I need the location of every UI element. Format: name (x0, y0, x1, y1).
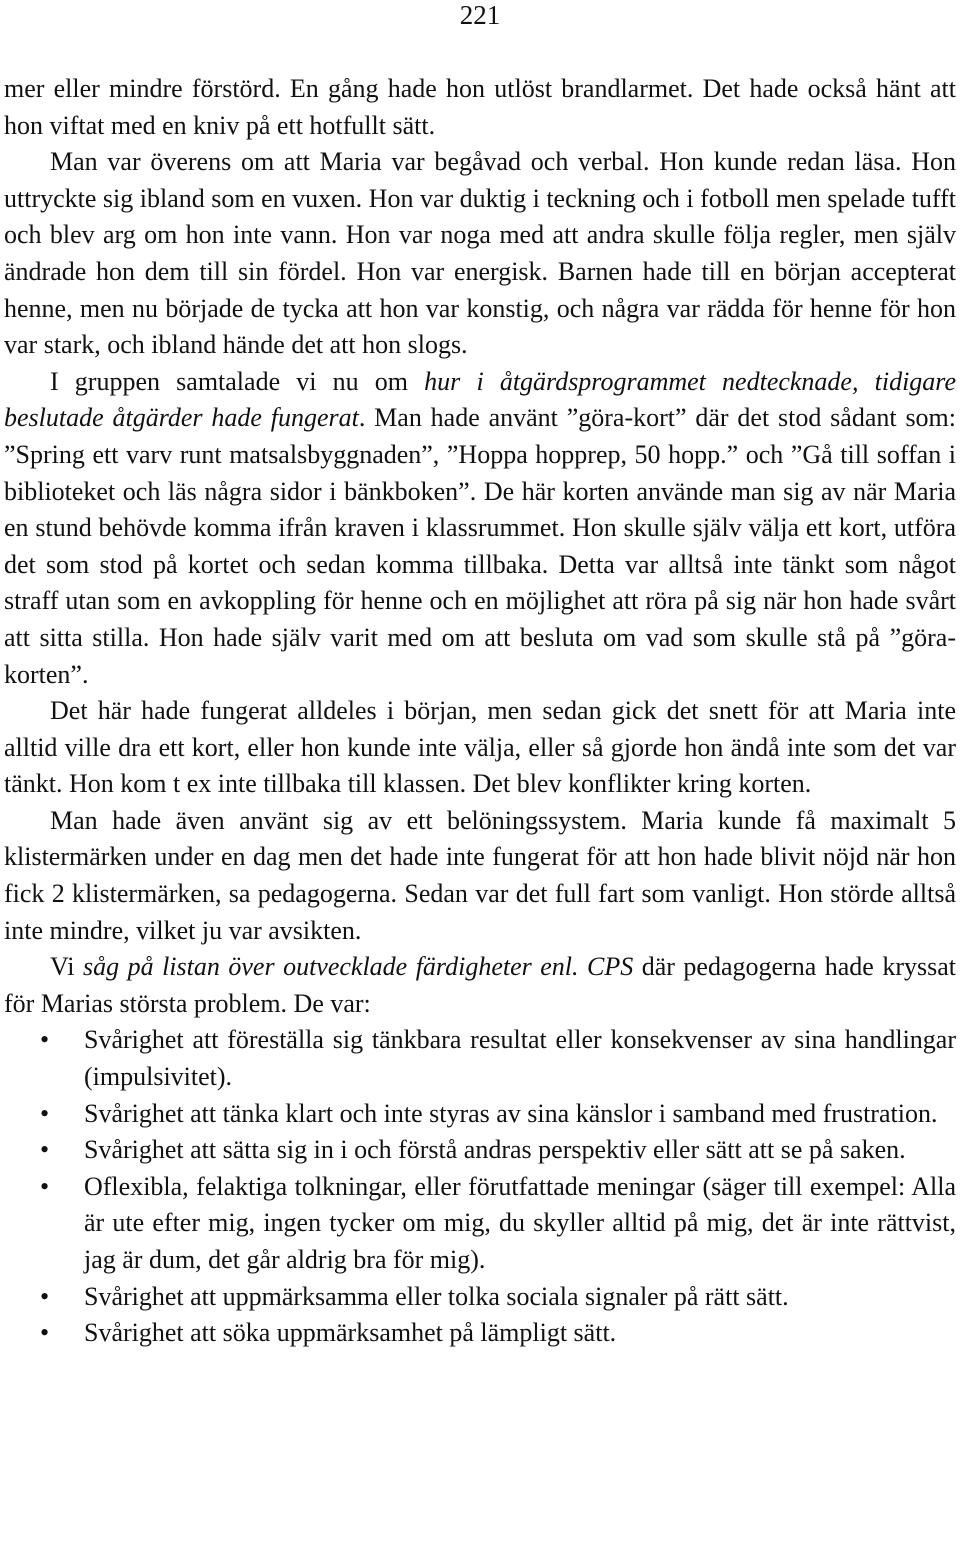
list-item-text: Svårighet att söka uppmärksamhet på lämpligt sätt. (84, 1318, 617, 1348)
paragraph-6-italic: såg på listan över outvecklade färdigheter enl. CPS (82, 952, 634, 982)
bullet-icon: • (40, 1281, 50, 1311)
bullet-icon: • (40, 1318, 50, 1348)
list-item-text: Svårighet att sätta sig in i och förstå andras perspektiv eller sätt att se på saken. (84, 1135, 906, 1165)
paragraph-6 (4, 949, 956, 1022)
list-item-text: Svårighet att uppmärksamma eller tolka sociala signaler på rätt sätt. (84, 1281, 789, 1311)
bullet-icon: • (40, 1098, 50, 1128)
list-item-text: Svårighet att föreställa sig tänkbara resultat eller konsekvenser av sina handlingar (impulsivitet). (84, 1025, 956, 1092)
paragraph-3-rest: . Man hade använt ”göra-kort” där det stod sådant som: ”Spring ett varv runt matsalsbyggnaden”, ”Hoppa hopprep, 50 hopp.” och ”Gå till soffan i biblioteket och läs några sidor i bänkboken”. De här korten använde man sig av när Maria en stund behövde komma ifrån kraven i klassrummet. Hon skulle själv välja ett kort, utföra det som stod på kortet och sedan komma tillbaka. Detta var alltså inte tänkt som något straff utan som en avkoppling för henne och en möjlighet att röra på sig när hon hade svårt att sitta stilla. Hon hade själv varit med om att besluta om vad som skulle stå på ”göra-korten”. (4, 403, 957, 689)
paragraph-6-lead: Vi (50, 952, 83, 982)
list-item (4, 1169, 956, 1279)
paragraph-2: Man var överens om att Maria var begåvad och verbal. Hon kunde redan läsa. Hon uttryckte sig ibland som en vuxen. Hon var duktig i teckning och i fotboll men spelade tufft och blev arg om hon inte vann. Hon var noga med att andra skulle följa regler, men själv ändrade hon dem till sin fördel. Hon var energisk. Barnen hade till en början accepterat henne, men nu började de tycka att hon var konstig, och några var rädda för henne för hon var stark, och ibland hände det att hon slogs. (4, 147, 956, 360)
list-item-text: Svårighet att tänka klart och inte styras av sina känslor i samband med frustration. (84, 1098, 938, 1128)
bullet-icon: • (40, 1135, 50, 1165)
paragraph-6-rest: där pedagogerna hade kryssat för Marias största problem. De var: (4, 952, 956, 1018)
list-item (4, 1315, 956, 1352)
paragraph-1: mer eller mindre förstörd. En gång hade hon utlöst brandlarmet. Det hade också hänt att hon viftat med en kniv på ett hotfullt sätt. (4, 74, 956, 140)
paragraph-5: Man hade även använt sig av ett belöningssystem. Maria kunde få maximalt 5 klistermärken under en dag men det hade inte fungerat för att hon hade blivit nöjd när hon fick 2 klistermärken, sa pedagogerna. Sedan var det full fart som vanligt. Hon störde alltså inte mindre, vilket ju var avsikten. (4, 805, 956, 945)
list-item-text: Oflexibla, felaktiga tolkningar, eller förutfattade meningar (säger till exempel: Alla är ute efter mig, ingen tycker om mig, du skyller alltid på mig, det är inte rättvist, jag är dum, det går aldrig bra för mig). (84, 1171, 956, 1274)
list-item (4, 1096, 956, 1133)
paragraph-4: Det här hade fungerat alldeles i början, men sedan gick det snett för att Maria inte alltid ville dra ett kort, eller hon kunde inte välja, eller så gjorde hon ändå inte som det var tänkt. Hon kom t ex inte tillbaka till klassen. Det blev konflikter kring korten. (4, 696, 956, 799)
list-item (4, 1132, 956, 1169)
page-number: 221 (459, 0, 501, 30)
list-item (4, 1022, 956, 1095)
paragraph-3-italic: hur i åtgärdsprogrammet nedtecknade, tidigare beslutade åtgärder hade fungerat (4, 366, 956, 433)
paragraph-3 (4, 364, 956, 693)
problem-list (4, 1022, 956, 1351)
paragraph-3-lead: I gruppen samtalade vi nu om (50, 366, 425, 396)
bullet-icon: • (40, 1171, 50, 1201)
body-text (4, 71, 956, 1352)
list-item (4, 1279, 956, 1316)
bullet-icon: • (40, 1025, 50, 1055)
